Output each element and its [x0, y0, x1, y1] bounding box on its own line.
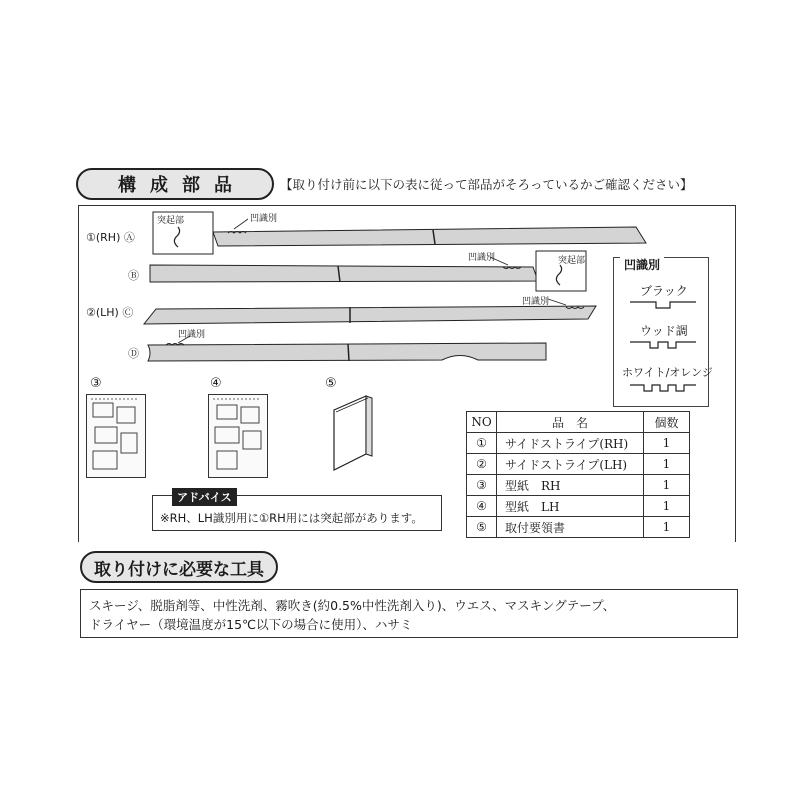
- parts-instruction: 【取り付け前に以下の表に従って部品がそろっているかご確認ください】: [280, 177, 693, 192]
- stripe-b: [150, 265, 538, 282]
- header-name: 品 名: [497, 412, 644, 433]
- row-name: サイドストライプ(RH): [497, 433, 644, 454]
- table-row: [467, 454, 690, 475]
- manual-booklet-icon: [330, 392, 378, 474]
- recess-wood-label: ウッド調: [640, 324, 688, 338]
- stripe-d: [148, 336, 546, 361]
- row-qty: 1: [644, 433, 690, 454]
- header-no: NO: [467, 412, 497, 433]
- parts-table-header: [467, 412, 690, 433]
- row-name: 型紙 RH: [497, 475, 644, 496]
- row-no: ③: [467, 475, 497, 496]
- parts-table: [466, 411, 690, 538]
- table-row: [467, 517, 690, 538]
- row-qty: 1: [644, 475, 690, 496]
- recess-id-label-b: 凹識別: [468, 253, 496, 263]
- row-name: サイドストライプ(LH): [497, 454, 644, 475]
- row-no: ⑤: [467, 517, 497, 538]
- row-name: 取付要領書: [497, 517, 644, 538]
- protrusion-label-a: 突起部: [157, 216, 185, 226]
- row-no: ①: [467, 433, 497, 454]
- template-lh-thumbnail: [208, 394, 268, 478]
- row-label-rh: ①(RH) Ⓐ: [86, 231, 135, 244]
- recess-id-label-c: 凹識別: [522, 297, 550, 307]
- header-qty: 個数: [644, 412, 690, 433]
- row-qty: 1: [644, 496, 690, 517]
- recess-wood-shape: [628, 340, 698, 350]
- recess-black-shape: [628, 300, 698, 310]
- table-row: [467, 433, 690, 454]
- row-label-b: Ⓑ: [128, 269, 139, 282]
- item-number-3: ③: [90, 376, 102, 391]
- row-no: ④: [467, 496, 497, 517]
- item-number-4: ④: [210, 376, 222, 391]
- tools-list: [80, 589, 738, 638]
- recess-legend-title: 凹識別: [620, 256, 664, 273]
- recess-id-label-d: 凹識別: [178, 330, 206, 340]
- row-label-lh: ②(LH) Ⓒ: [86, 306, 134, 319]
- recess-white-orange-shape: [628, 383, 698, 393]
- template-lh-illustration: [209, 395, 267, 477]
- template-rh-illustration: [87, 395, 145, 477]
- row-no: ②: [467, 454, 497, 475]
- table-row: [467, 496, 690, 517]
- tools-section-title: 取り付けに必要な工具: [80, 551, 278, 583]
- recess-white-orange-label: ホワイト/オレンジ: [622, 366, 713, 379]
- stripe-a: [213, 227, 646, 246]
- row-label-d: Ⓓ: [128, 347, 139, 360]
- tools-line-2: ドライヤー（環境温度が15℃以下の場合に使用）、ハサミ: [89, 617, 413, 632]
- item-number-5: ⑤: [325, 376, 337, 391]
- recess-id-label-a: 凹識別: [250, 214, 278, 224]
- protrusion-label-b: 突起部: [558, 256, 586, 266]
- advice-label: アドバイス: [172, 488, 237, 506]
- table-row: [467, 475, 690, 496]
- row-qty: 1: [644, 454, 690, 475]
- parts-section-title: 構成部品: [76, 168, 274, 200]
- recess-black-label: ブラック: [640, 284, 688, 298]
- tools-line-1: スキージ、脱脂剤等、中性洗剤、霧吹き(約0.5%中性洗剤入り)、ウエス、マスキングテープ、: [89, 598, 616, 613]
- advice-text: ※RH、LH識別用に①RH用には突起部があります。: [160, 511, 423, 525]
- template-rh-thumbnail: [86, 394, 146, 478]
- row-qty: 1: [644, 517, 690, 538]
- row-name: 型紙 LH: [497, 496, 644, 517]
